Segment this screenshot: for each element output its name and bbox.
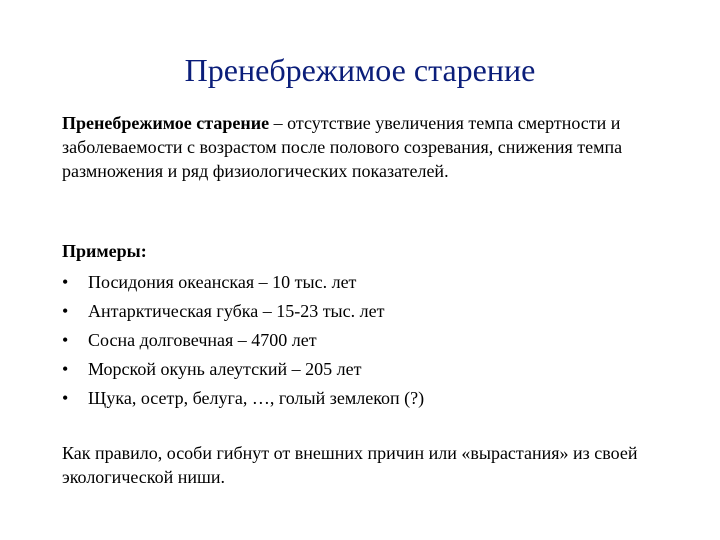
list-item <box>62 268 424 297</box>
bullet-icon: • <box>62 272 69 292</box>
list-item <box>62 297 424 326</box>
conclusion-paragraph: Как правило, особи гибнут от внешних причин или «вырастания» из своей экологической ниши. <box>62 443 638 487</box>
slide-title: Пренебрежимое старение <box>184 52 536 88</box>
list-item-text: Щука, осетр, белуга, …, голый землекоп (?) <box>88 388 425 408</box>
list-item <box>62 355 424 384</box>
definition-paragraph <box>62 111 682 183</box>
definition-term: Пренебрежимое старение <box>62 113 270 133</box>
list-item-text: Сосна долговечная – 4700 лет <box>88 330 317 350</box>
bullet-icon: • <box>62 359 69 379</box>
list-item <box>62 384 424 413</box>
bullet-icon: • <box>62 330 69 350</box>
list-item <box>62 326 424 355</box>
examples-heading: Примеры: <box>62 241 147 261</box>
list-item-text: Антарктическая губка – 15-23 тыс. лет <box>88 301 385 321</box>
bullet-icon: • <box>62 388 69 408</box>
definition-text: – отсутствие увеличения темпа смертности и заболеваемости с возрастом после полового созревания, снижения темпа размножения и ряд физиологических показателей. <box>62 113 623 181</box>
list-item-text: Морской окунь алеутский – 205 лет <box>88 359 362 379</box>
bullet-icon: • <box>62 301 69 321</box>
examples-list <box>62 268 424 413</box>
list-item-text: Посидония океанская – 10 тыс. лет <box>88 272 357 292</box>
